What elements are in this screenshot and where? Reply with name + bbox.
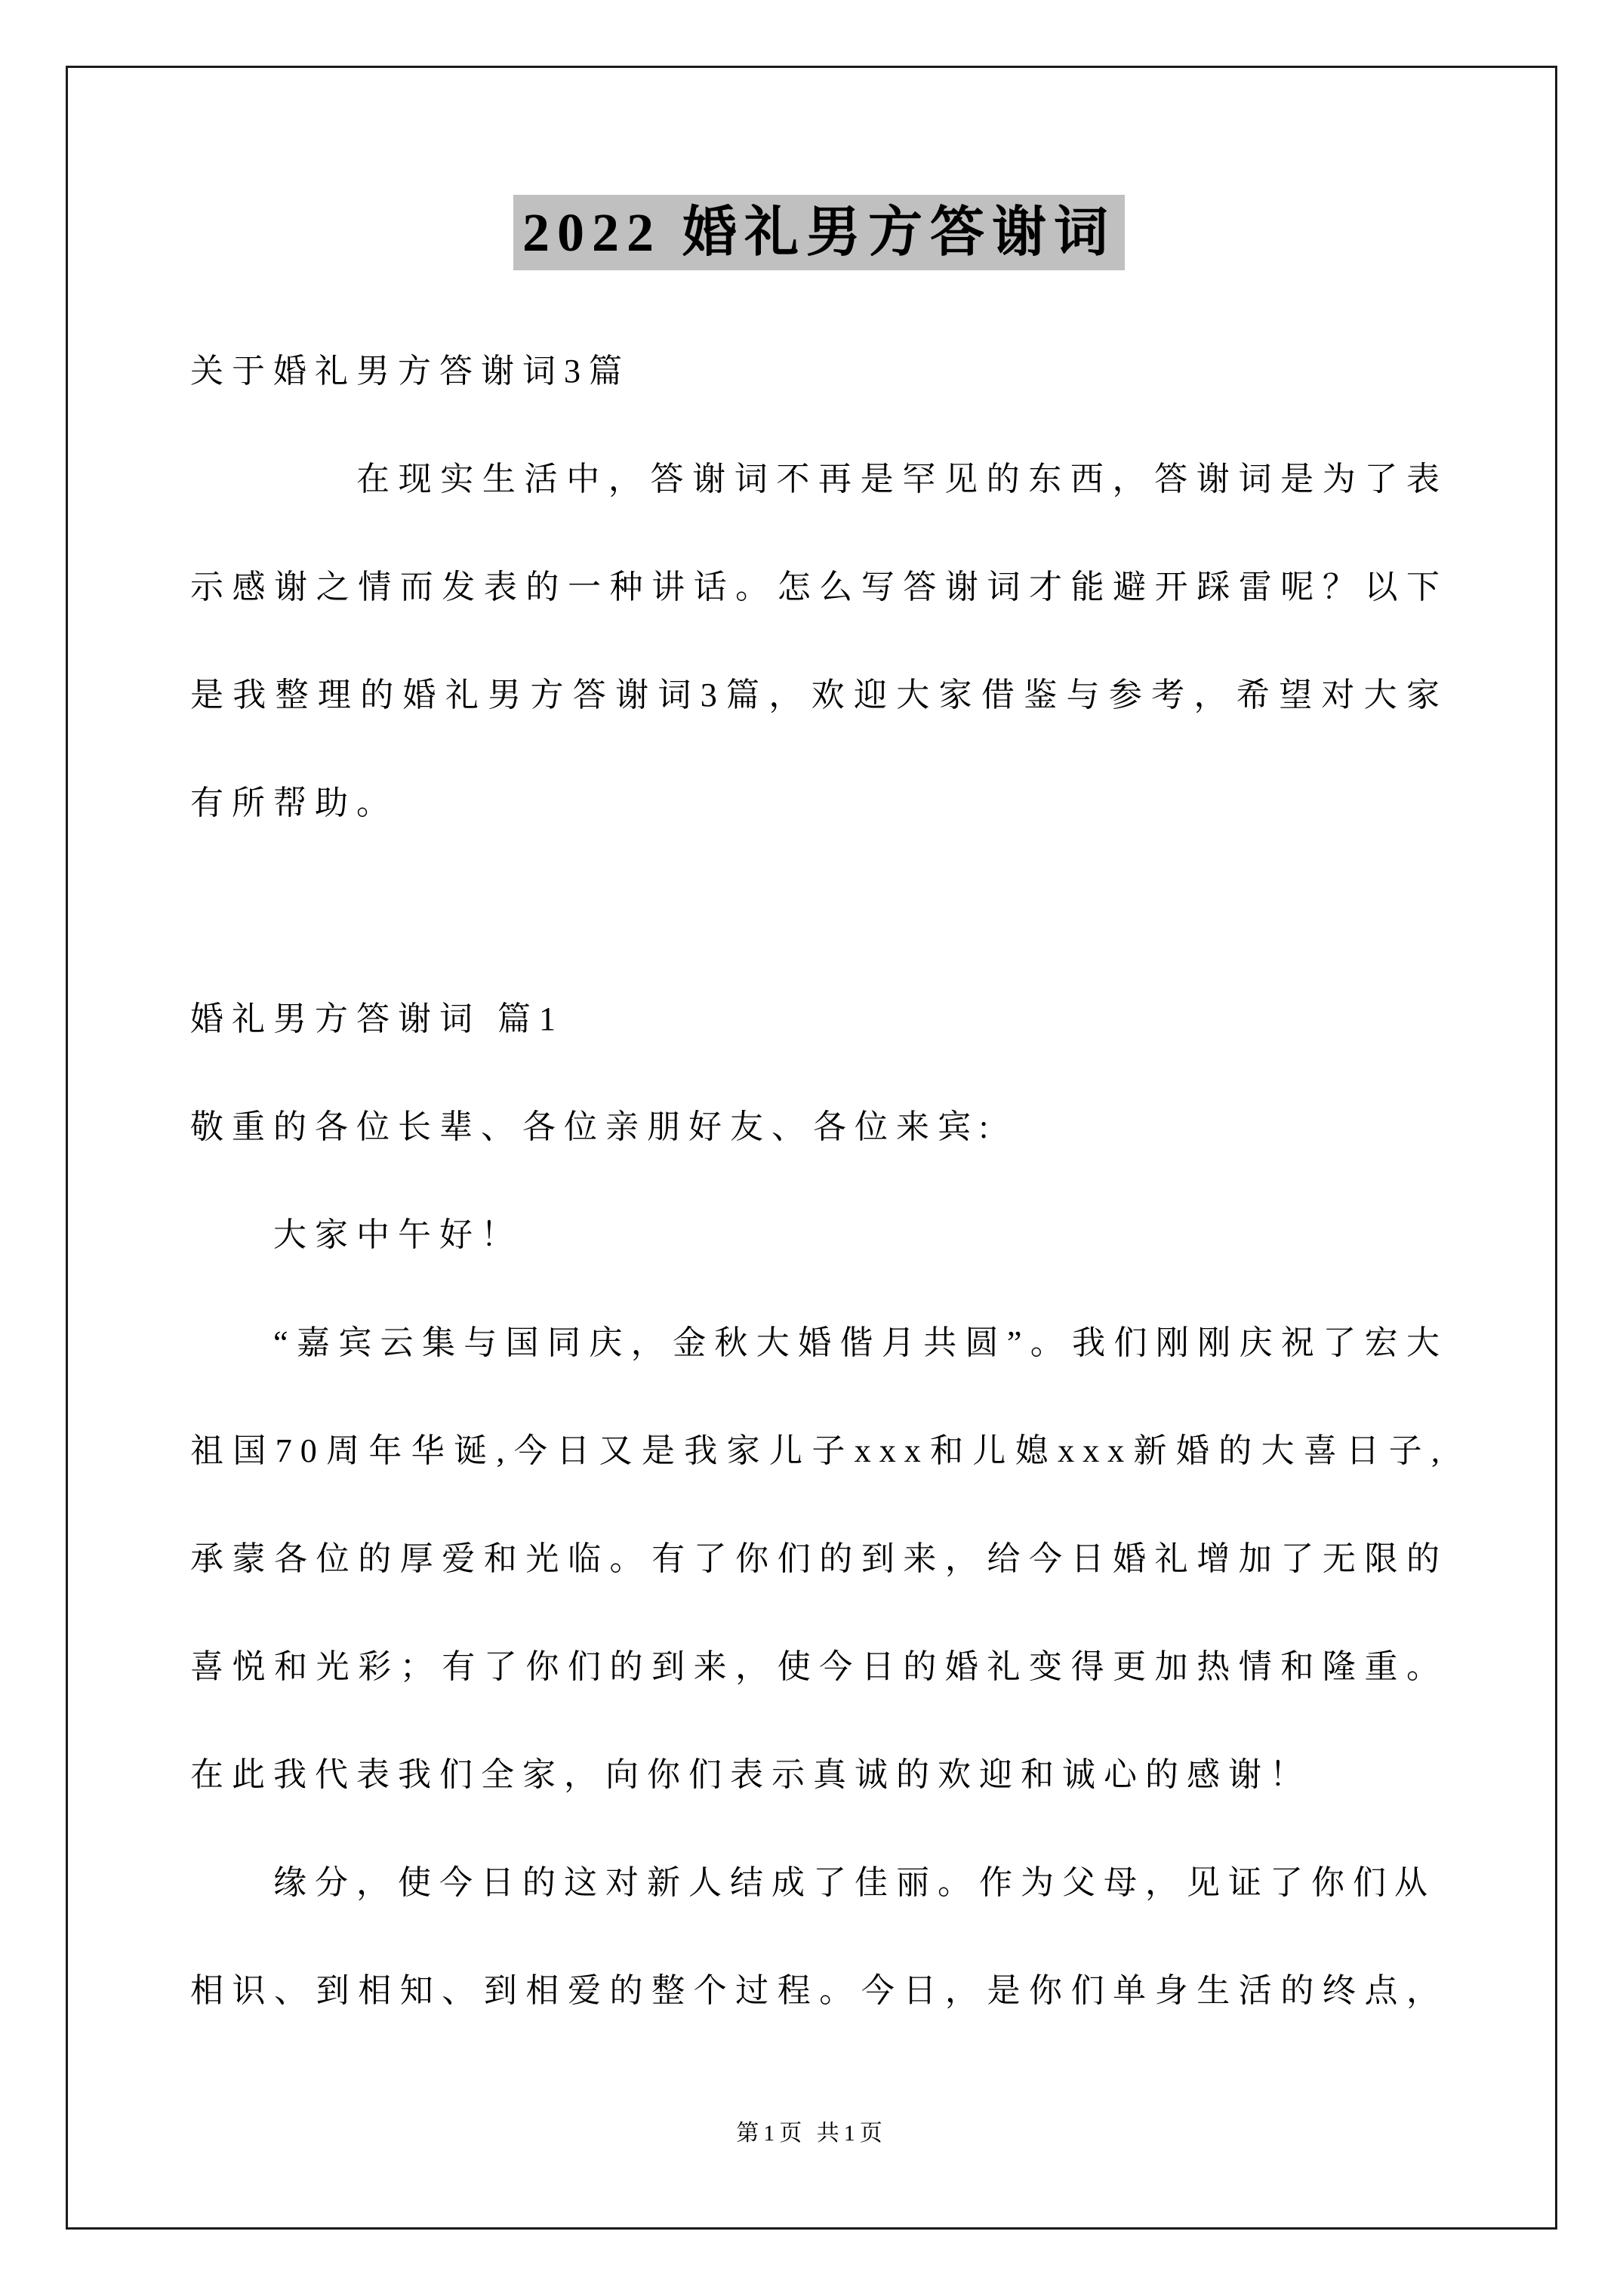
text-line: 婚礼男方答谢词 篇1 bbox=[190, 1000, 564, 1037]
text-line: 缘分，使今日的这对新人结成了佳丽。作为父母，见证了你们从 bbox=[273, 1864, 1436, 1901]
text-line: 祖国70周年华诞,今日又是我家儿子xxx和儿媳xxx新婚的大喜日子, bbox=[190, 1432, 1448, 1469]
blank-line bbox=[190, 857, 1448, 965]
document-title bbox=[190, 195, 1448, 270]
text-line: 有所帮助。 bbox=[190, 784, 398, 821]
text-line: 敬重的各位长辈、各位亲朋好友、各位来宾: bbox=[190, 1108, 997, 1145]
document-content bbox=[190, 0, 1448, 2045]
text-line: 关于婚礼男方答谢词3篇 bbox=[190, 353, 630, 390]
title-highlight: 2022 婚礼男方答谢词 bbox=[513, 195, 1125, 270]
text-line: 在现实生活中，答谢词不再是罕见的东西，答谢词是为了表 bbox=[356, 461, 1448, 498]
text-line: 是我整理的婚礼男方答谢词3篇，欢迎大家借鉴与参考，希望对大家 bbox=[190, 676, 1448, 713]
text-line: 示感谢之情而发表的一种讲话。怎么写答谢词才能避开踩雷呢？以下 bbox=[190, 569, 1448, 606]
text-line: 相识、到相知、到相爱的整个过程。今日，是你们单身生活的终点， bbox=[190, 1972, 1448, 2009]
text-line: 承蒙各位的厚爱和光临。有了你们的到来，给今日婚礼增加了无限的 bbox=[190, 1540, 1448, 1577]
text-line: 大家中午好！ bbox=[273, 1216, 522, 1253]
page-number: 第1页 共1页 bbox=[736, 2121, 887, 2146]
text-line: 在此我代表我们全家，向你们表示真诚的欢迎和诚心的感谢！ bbox=[190, 1756, 1311, 1793]
text-line: 喜悦和光彩；有了你们的到来，使今日的婚礼变得更加热情和隆重。 bbox=[190, 1648, 1448, 1685]
body-text bbox=[190, 317, 1448, 2045]
text-line: “嘉宾云集与国同庆，金秋大婚偕月共圆”。我们刚刚庆祝了宏大 bbox=[273, 1324, 1448, 1361]
page-footer bbox=[0, 2114, 1623, 2147]
